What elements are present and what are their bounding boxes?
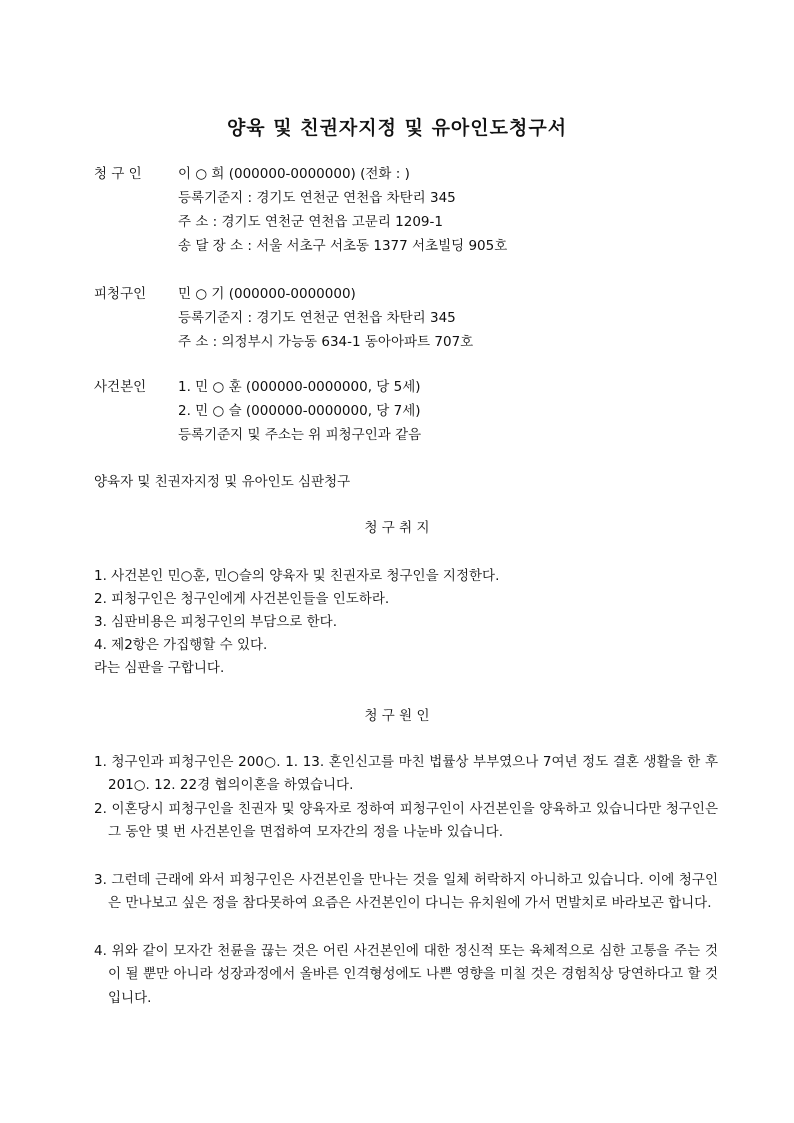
respondent-registration: 등록기준지 : 경기도 연천군 연천읍 차탄리 345	[178, 310, 456, 326]
claimant-service-address: 송 달 장 소 : 서울 서초구 서초동 1377 서초빌딩 905호	[178, 238, 508, 254]
case-name-row	[0, 472, 794, 492]
purpose-item-3	[0, 612, 794, 632]
purpose-item-2	[0, 589, 794, 609]
cause-heading: 청 구 원 인	[364, 708, 430, 724]
principals-label: 사건본인	[94, 379, 147, 395]
document-title: 양육 및 친권자지정 및 유아인도청구서	[226, 117, 568, 139]
respondent-label: 피청구인	[94, 286, 147, 302]
cause-item-4: 4. 위와 같이 모자간 천륜을 끊는 것은 어린 사건본인에 대한 정신적 또는 육체적으로 심한 고통을 주는 것이 될 뿐만 아니라 성장과정에서 올바른 인격형성에도 나쁜 영향을 미칠 것은 경험칙상 당연하다고 할 것입니다.	[94, 943, 718, 1006]
purpose-item-text: 2. 피청구인은 청구인에게 사건본인들을 인도하라.	[94, 591, 390, 607]
claimant-row-3	[0, 212, 794, 232]
claimant-row-1	[0, 164, 794, 184]
respondent-name: 민 ○ 기 (000000-0000000)	[178, 286, 356, 302]
principal-2: 2. 민 ○ 슬 (000000-0000000, 당 7세)	[178, 403, 421, 419]
respondent-row-3	[0, 332, 794, 352]
case-name: 양육자 및 친권자지정 및 유아인도 심판청구	[94, 474, 351, 490]
purpose-item-4	[0, 635, 794, 655]
principals-row-2	[0, 401, 794, 421]
cause-item-2: 2. 이혼당시 피청구인을 친권자 및 양육자로 정하여 피청구인이 사건본인을 양육하고 있습니다만 청구인은 그 동안 몇 번 사건본인을 면접하여 모자간의 정을 나눈바 있습니다.	[94, 801, 718, 841]
purpose-item-1	[0, 566, 794, 586]
cause-item-3: 3. 그런데 근래에 와서 피청구인은 사건본인을 만나는 것을 일체 허락하지 아니하고 있습니다. 이에 청구인은 만나보고 싶은 정을 참다못하여 요즘은 사건본인이 다니는 유치원에 가서 먼발치로 바라보곤 합니다.	[94, 872, 718, 912]
claimant-row-4	[0, 236, 794, 256]
purpose-item-text: 4. 제2항은 가집행할 수 있다.	[94, 637, 268, 653]
purpose-item-text: 3. 심판비용은 피청구인의 부담으로 한다.	[94, 614, 337, 630]
claimant-address: 주 소 : 경기도 연천군 연천읍 고문리 1209-1	[178, 214, 443, 230]
claimant-registration: 등록기준지 : 경기도 연천군 연천읍 차탄리 345	[178, 190, 456, 206]
respondent-row-2	[0, 308, 794, 328]
claimant-name: 이 ○ 희 (000000-0000000) (전화 : )	[178, 166, 410, 182]
principal-1: 1. 민 ○ 훈 (000000-0000000, 당 5세)	[178, 379, 421, 395]
claimant-label: 청 구 인	[94, 166, 142, 182]
purpose-item-text: 1. 사건본인 민○훈, 민○슬의 양육자 및 친권자로 청구인을 지정한다.	[94, 568, 500, 584]
principals-row-1	[0, 377, 794, 397]
cause-item-1: 1. 청구인과 피청구인은 200○. 1. 13. 혼인신고를 마친 법률상 부부였으나 7여년 정도 결혼 생활을 한 후 201○. 12. 22경 협의이혼을 하였습니다.	[94, 754, 718, 794]
principals-row-3	[0, 425, 794, 445]
purpose-closing: 라는 심판을 구합니다.	[94, 660, 225, 676]
principals-note: 등록기준지 및 주소는 위 피청구인과 같음	[178, 427, 422, 443]
purpose-heading: 청 구 취 지	[364, 520, 430, 536]
respondent-row-1	[0, 284, 794, 304]
claimant-row-2	[0, 188, 794, 208]
purpose-closing-row	[0, 658, 794, 678]
respondent-address: 주 소 : 의정부시 가능동 634-1 동아아파트 707호	[178, 334, 474, 350]
